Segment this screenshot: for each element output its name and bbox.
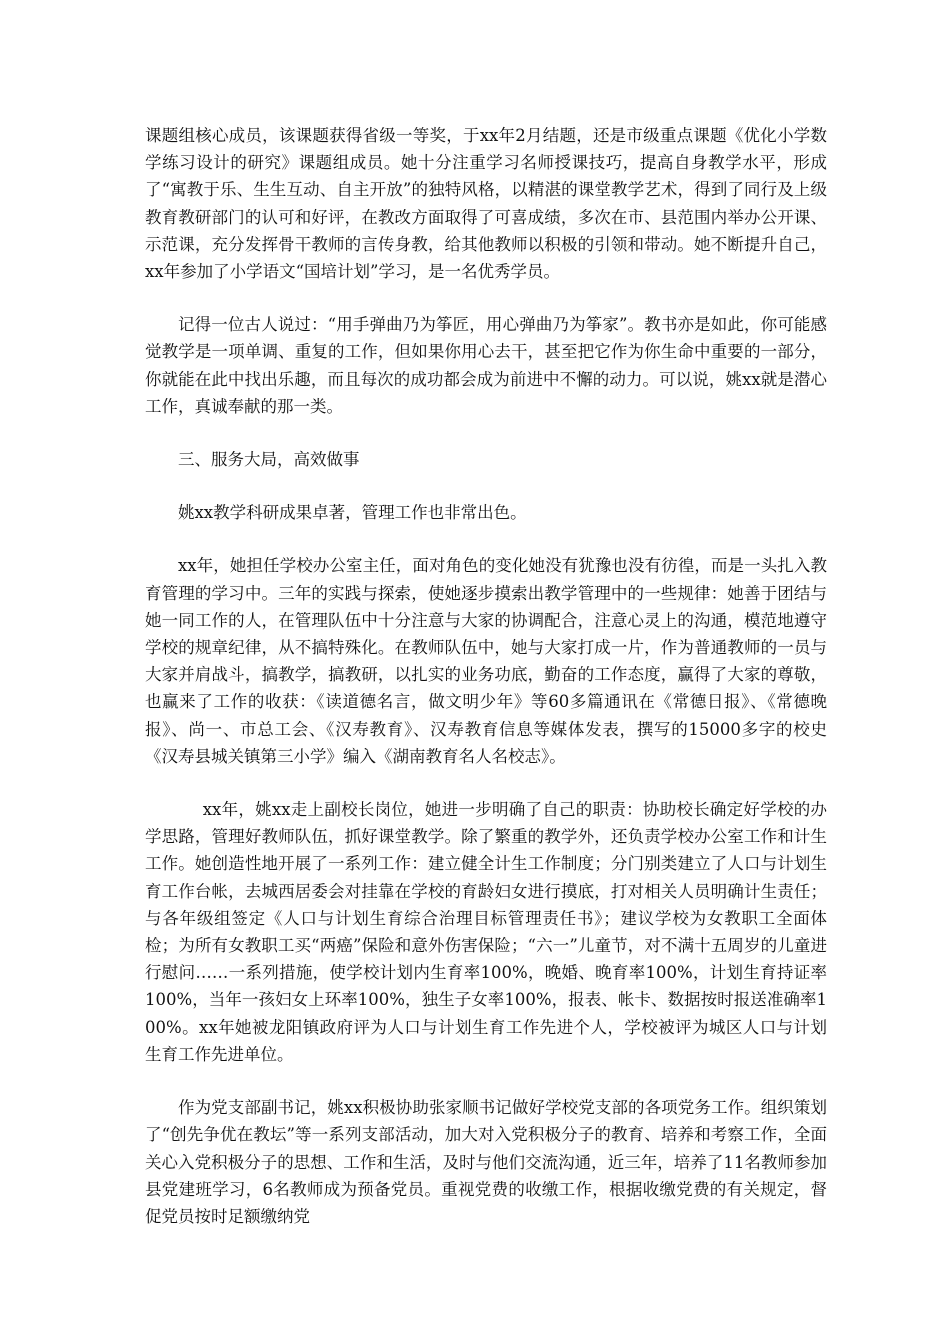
- paragraph-party-branch: 作为党支部副书记，姚xx积极协助张家顺书记做好学校党支部的各项党务工作。组织策划了“创先争优在教坛”等一系列支部活动，加大对入党积极分子的教育、培养和考察工作，全面关心入党积极分子的思想、工作和生活，及时与他们交流沟通，近三年，培养了11名教师参加县党建班学习，6名教师成为预备党员。重视党费的收缴工作，根据收缴党费的有关规定，督促党员按时足额缴纳党: [145, 1098, 827, 1226]
- paragraph-office-director: xx年，她担任学校办公室主任，面对角色的变化她没有犹豫也没有彷徨，而是一头扎入教育管理的学习中。三年的实践与探索，使她逐步摸索出教学管理中的一些规律：她善于团结与她一同工作的人，在管理队伍中十分注意与大家的协调配合，注意心灵上的沟通，模范地遵守学校的规章纪律，从不搞特殊化。在教师队伍中，她与大家打成一片，作为普通教师的一员与大家并肩战斗，搞教学，搞教研，以扎实的业务功底，勤奋的工作态度，赢得了大家的尊敬，也赢来了工作的收获：《读道德名言，做文明少年》等60多篇通讯在《常德日报》、《常德晚报》、尚一、市总工会、《汉寿教育》、汉寿教育信息等媒体发表，撰写的15000多字的校史《汉寿县城关镇第三小学》编入《湖南教育名人名校志》。: [145, 556, 827, 766]
- paragraph-research-achievements: 课题组核心成员，该课题获得省级一等奖，于xx年2月结题，还是市级重点课题《优化小学数学练习设计的研究》课题组成员。她十分注重学习名师授课技巧，提高自身教学水平，形成了“寓教于乐、生生互动、自主开放”的独特风格，以精湛的课堂教学艺术，得到了同行及上级教育教研部门的认可和好评，在教改方面取得了可喜成绩，多次在市、县范围内举办公开课、示范课，充分发挥骨干教师的言传身教，给其他教师以积极的引领和带动。她不断提升自己，xx年参加了小学语文“国培计划”学习，是一名优秀学员。: [145, 126, 827, 282]
- paragraph-ancient-quote: 记得一位古人说过：“用手弹曲乃为筝匠，用心弹曲乃为筝家”。教书亦是如此，你可能感觉教学是一项单调、重复的工作，但如果你用心去干，甚至把它作为你生命中重要的一部分，你就能在此中找出乐趣，而且每次的成功都会成为前进中不懈的动力。可以说，姚xx就是潜心工作，真诚奉献的那一类。: [145, 315, 827, 416]
- section-heading-serve-overall: 三、服务大局，高效做事: [178, 450, 360, 470]
- document-page: [145, 122, 827, 1230]
- paragraph-vice-principal: xx年，姚xx走上副校长岗位，她进一步明确了自己的职责：协助校长确定好学校的办学思路，管理好教师队伍，抓好课堂教学。除了繁重的教学外，还负责学校办公室工作和计生工作。她创造性地开展了一系列工作：建立健全计生工作制度；分门别类建立了人口与计划生育工作台帐，去城西居委会对挂靠在学校的育龄妇女进行摸底，打对相关人员明确计生责任；与各年级组签定《人口与计划生育综合治理目标管理责任书》；建议学校为女教职工全面体检；为所有女教职工买“两癌”保险和意外伤害保险；“六一”儿童节，对不满十五周岁的儿童进行慰问……一系列措施，使学校计划内生育率100%，晚婚、晚育率100%，计划生育持证率100%，当年一孩妇女上环率100%，独生子女率100%，报表、帐卡、数据按时报送准确率100%。xx年她被龙阳镇政府评为人口与计划生育工作先进个人，学校被评为城区人口与计划生育工作先进单位。: [145, 800, 827, 1064]
- paragraph-management-intro: 姚xx教学科研成果卓著，管理工作也非常出色。: [178, 503, 527, 523]
